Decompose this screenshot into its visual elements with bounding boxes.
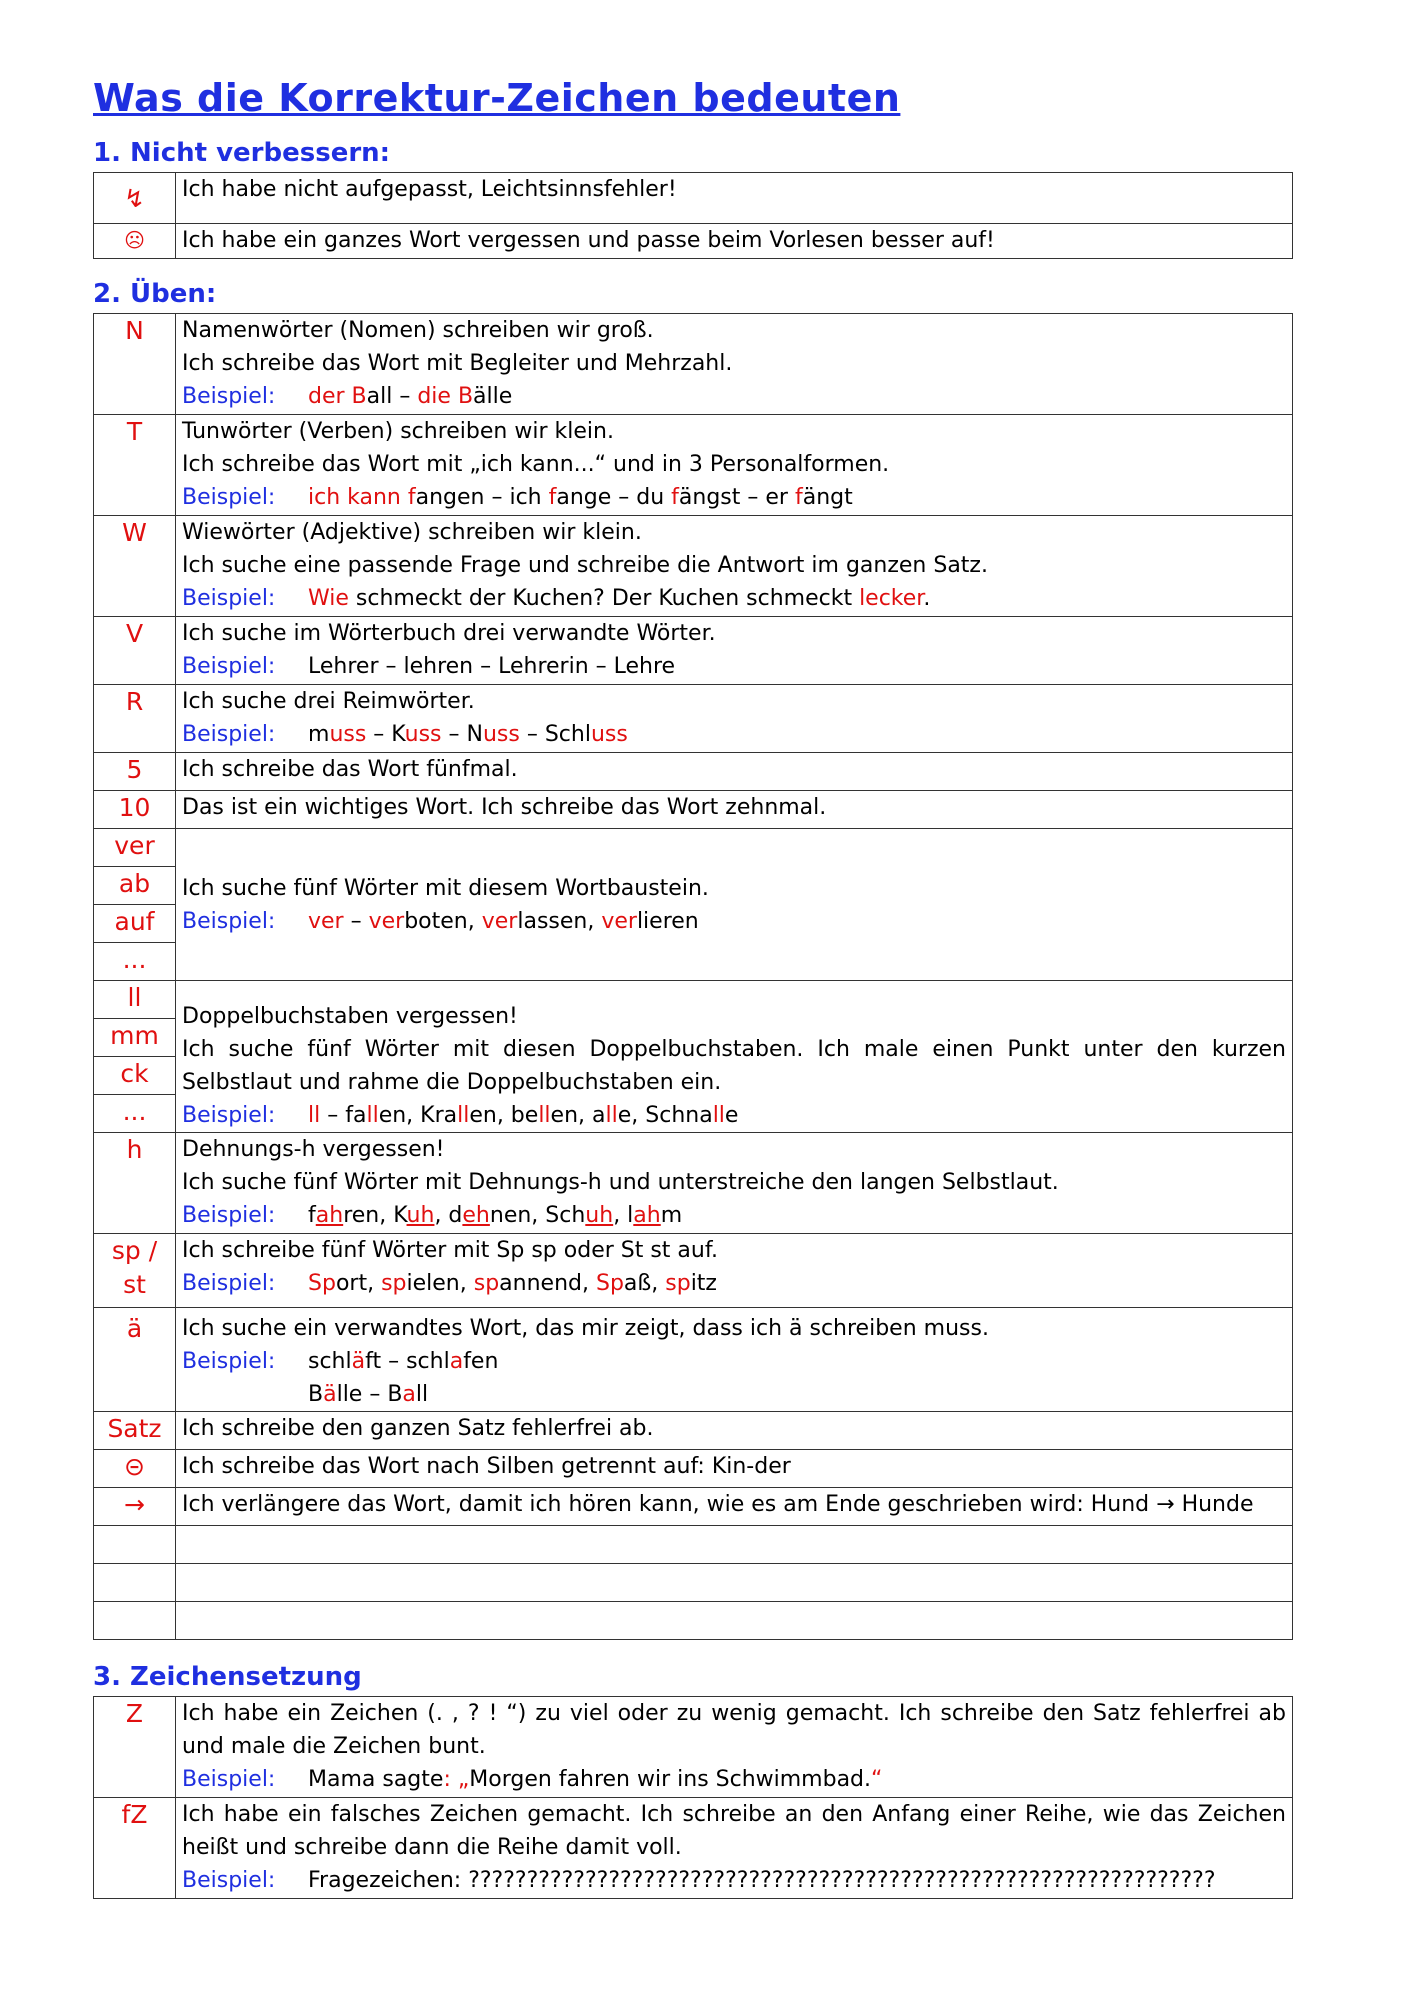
mark-ck: ck — [94, 1057, 176, 1095]
row-text: Ich habe ein ganzes Wort vergessen und passe beim Vorlesen besser auf! — [176, 224, 1293, 259]
page-title: Was die Korrektur-Zeichen bedeuten — [93, 76, 901, 120]
row-text: Ich schreibe den ganzen Satz fehlerfrei ab. — [176, 1412, 1293, 1450]
table-zeichensetzung — [93, 1696, 1293, 1899]
table-row — [94, 173, 1293, 224]
example: Beispiel: der Ball – die Bälle — [182, 384, 513, 409]
line: Ich schreibe fünf Wörter mit Sp sp oder St st auf. — [182, 1238, 718, 1263]
section-heading-zeichensetzung: 3. Zeichensetzung — [93, 1662, 362, 1692]
section-heading-ueben: 2. Üben: — [93, 279, 217, 309]
line: Ich schreibe das Wort mit Begleiter und Mehrzahl. — [182, 351, 733, 376]
mark-h: h — [94, 1133, 176, 1234]
minus-circle-icon: ⊝ — [94, 1450, 176, 1488]
table-row — [94, 415, 1293, 516]
mark-ae: ä — [94, 1308, 176, 1412]
table-nicht-verbessern — [93, 172, 1293, 259]
mark-10: 10 — [94, 791, 176, 829]
line: Ich habe ein falsches Zeichen gemacht. Ich schreibe an den Anfang einer Reihe, wie das Zeichen heißt und schreibe dann die Reihe damit voll. — [182, 1802, 1286, 1860]
mark-Z: Z — [94, 1697, 176, 1798]
line: Tunwörter (Verben) schreiben wir klein. — [182, 419, 614, 444]
example: Beispiel: muss – Kuss – Nuss – Schluss — [182, 722, 628, 747]
mark-ll: ll — [94, 981, 176, 1019]
example: Beispiel: ver – verboten, verlassen, verlieren — [182, 908, 699, 934]
arrow-right-icon: → — [94, 1488, 176, 1526]
line: Ich suche drei Reimwörter. — [182, 689, 475, 714]
mark-R: R — [94, 685, 176, 753]
example: Beispiel: Lehrer – lehren – Lehrerin – Lehre — [182, 654, 676, 679]
table-row — [94, 516, 1293, 617]
row-text: Ich schreibe das Wort fünfmal. — [176, 753, 1293, 791]
table-row — [94, 617, 1293, 685]
example: Beispiel: schläft – schlafen — [182, 1349, 499, 1374]
mark-ver: ver — [94, 829, 176, 867]
table-row — [94, 1450, 1293, 1488]
row-text: Das ist ein wichtiges Wort. Ich schreibe das Wort zehnmal. — [176, 791, 1293, 829]
line: Ich suche fünf Wörter mit Dehnungs-h und unterstreiche den langen Selbstlaut. — [182, 1170, 1059, 1195]
empty-cell — [94, 1526, 176, 1564]
row-text: Ich verlängere das Wort, damit ich hören kann, wie es am Ende geschrieben wird: Hund → Hunde — [176, 1488, 1293, 1526]
mark-sp: sp / — [111, 1236, 158, 1265]
table-row — [94, 981, 1293, 1019]
section-heading-nicht-verbessern: 1. Nicht verbessern: — [93, 138, 391, 168]
mark-auf: auf — [94, 905, 176, 943]
worksheet — [93, 72, 1293, 1899]
line: Ich suche eine passende Frage und schreibe die Antwort im ganzen Satz. — [182, 553, 988, 578]
mark-ellipsis: ... — [94, 1095, 176, 1133]
line: Wiewörter (Adjektive) schreiben wir klein. — [182, 520, 642, 545]
example: Beispiel: Fragezeichen: ???????????????????????????????????????????????????????????????? — [182, 1868, 1216, 1893]
table-ueben — [93, 313, 1293, 1640]
sad-face-icon: ☹ — [94, 224, 176, 259]
table-row — [94, 1697, 1293, 1798]
table-row — [94, 1412, 1293, 1450]
table-row-empty — [94, 1602, 1293, 1640]
table-row — [94, 314, 1293, 415]
line: Ich schreibe das Wort mit „ich kann...“ und in 3 Personalformen. — [182, 452, 890, 477]
example: Beispiel: ll – fallen, Krallen, bellen, alle, Schnalle — [182, 1103, 739, 1128]
empty-cell — [176, 1564, 1293, 1602]
line: Dehnungs-h vergessen! — [182, 1137, 445, 1162]
example: Beispiel: Mama sagte: „Morgen fahren wir ins Schwimmbad.“ — [182, 1767, 883, 1792]
mark-T: T — [94, 415, 176, 516]
example: Beispiel: ich kann fangen – ich fange – du fängst – er fängt — [182, 485, 853, 510]
row-text: Ich schreibe das Wort nach Silben getrennt auf: Kin-der — [176, 1450, 1293, 1488]
line: Ich suche fünf Wörter mit diesem Wortbaustein. — [182, 875, 709, 901]
empty-cell — [176, 1526, 1293, 1564]
table-row — [94, 1798, 1293, 1899]
line: Ich suche fünf Wörter mit diesen Doppelbuchstaben. Ich male einen Punkt unter den kurzen Selbstlaut und rahme die Doppelbuchstaben ein. — [182, 1037, 1286, 1095]
empty-cell — [176, 1602, 1293, 1640]
row-text: Ich habe nicht aufgepasst, Leichtsinnsfehler! — [176, 173, 1293, 224]
empty-cell — [94, 1564, 176, 1602]
lightning-icon: ↯ — [94, 173, 176, 224]
mark-W: W — [94, 516, 176, 617]
line: Doppelbuchstaben vergessen! — [182, 1004, 518, 1029]
example: Beispiel: Sport, spielen, spannend, Spaß, spitz — [182, 1271, 717, 1296]
table-row — [94, 1133, 1293, 1234]
example: Beispiel: fahren, Kuh, dehnen, Schuh, lahm — [182, 1203, 683, 1228]
empty-cell — [94, 1602, 176, 1640]
mark-st: st — [123, 1270, 146, 1299]
mark-satz: Satz — [94, 1412, 176, 1450]
table-row-empty — [94, 1564, 1293, 1602]
example: Bälle – Ball — [308, 1382, 429, 1407]
table-row — [94, 685, 1293, 753]
table-row — [94, 791, 1293, 829]
table-row — [94, 753, 1293, 791]
mark-mm: mm — [94, 1019, 176, 1057]
line: Ich suche ein verwandtes Wort, das mir zeigt, dass ich ä schreiben muss. — [182, 1316, 989, 1341]
mark-ab: ab — [94, 867, 176, 905]
mark-fZ: fZ — [94, 1798, 176, 1899]
table-row — [94, 1488, 1293, 1526]
line: Ich habe ein Zeichen (. , ? ! “) zu viel oder zu wenig gemacht. Ich schreibe den Satz fehlerfrei ab und male die Zeichen bunt. — [182, 1701, 1286, 1759]
table-row — [94, 1308, 1293, 1412]
mark-sp-st — [94, 1234, 176, 1308]
mark-N: N — [94, 314, 176, 415]
table-row-empty — [94, 1526, 1293, 1564]
table-row — [94, 224, 1293, 259]
line: Ich suche im Wörterbuch drei verwandte Wörter. — [182, 621, 716, 646]
mark-ellipsis: ... — [94, 943, 176, 981]
table-row — [94, 1234, 1293, 1308]
mark-5: 5 — [94, 753, 176, 791]
line: Namenwörter (Nomen) schreiben wir groß. — [182, 318, 654, 343]
table-row — [94, 829, 1293, 867]
example: Beispiel: Wie schmeckt der Kuchen? Der Kuchen schmeckt lecker. — [182, 586, 931, 611]
mark-V: V — [94, 617, 176, 685]
